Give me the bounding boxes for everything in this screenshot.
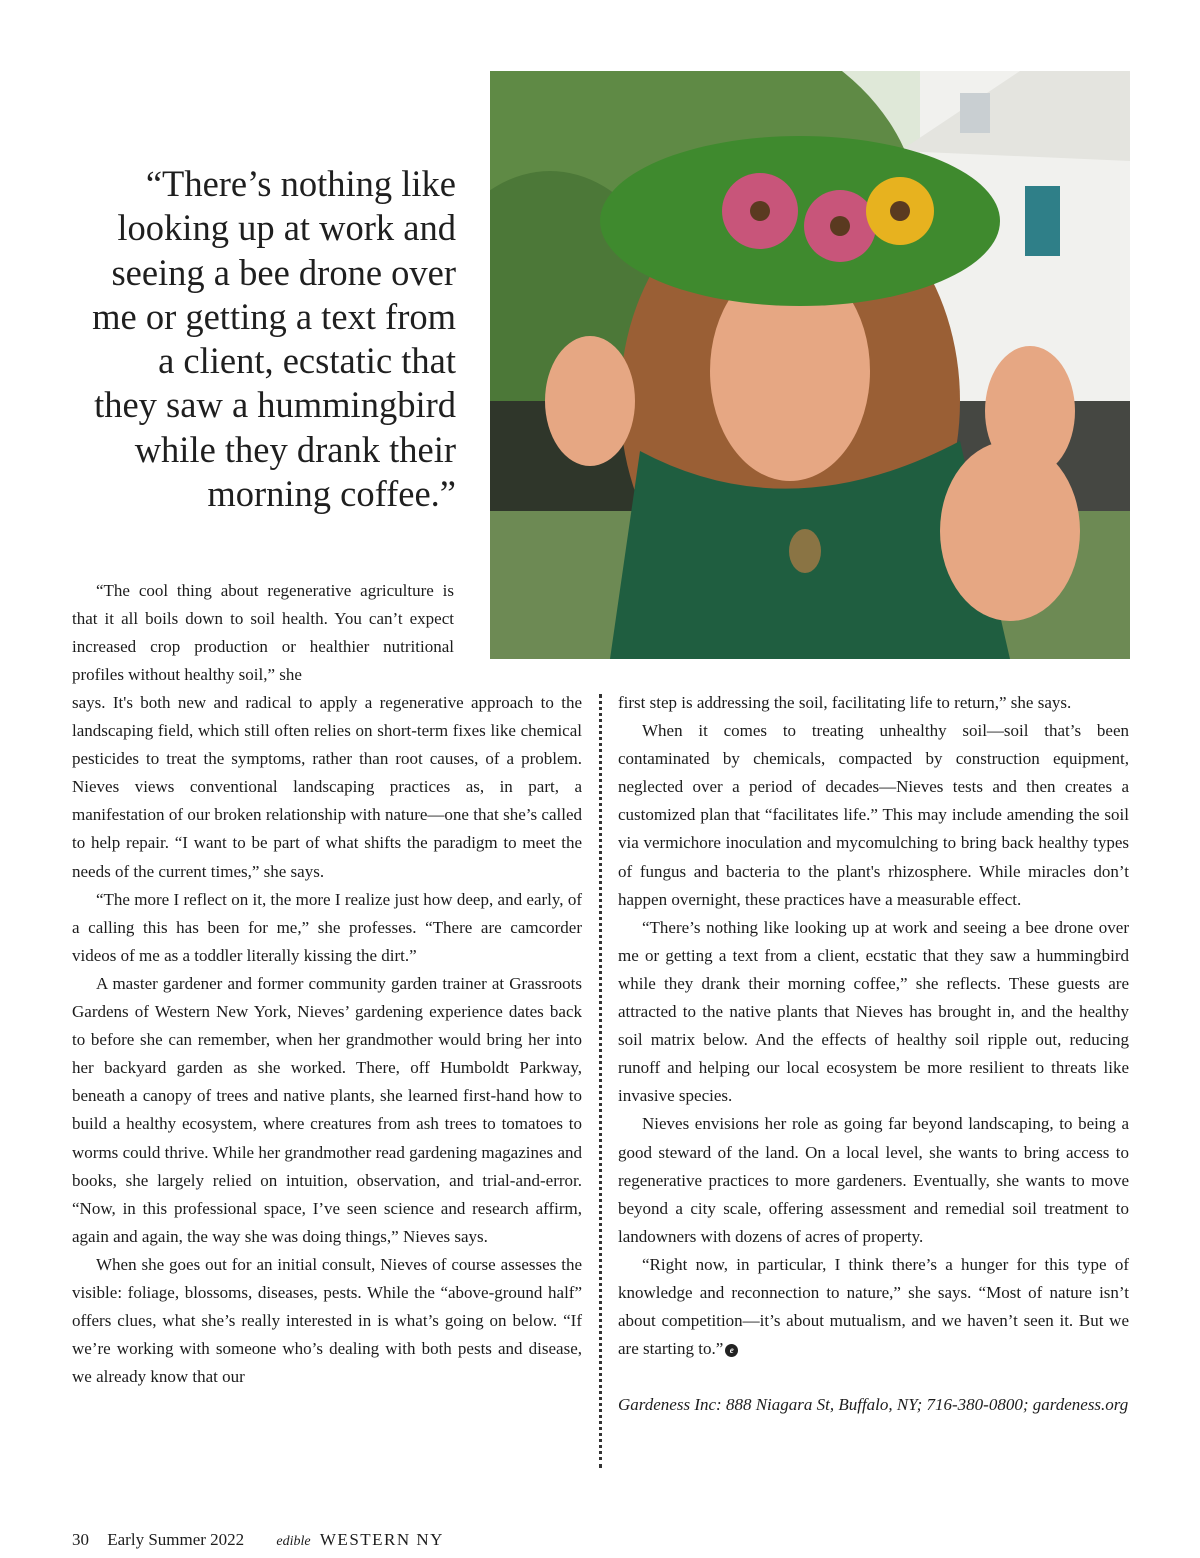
business-credit <box>618 1391 1129 1419</box>
brand-region: WESTERN NY <box>319 1530 444 1549</box>
page-footer <box>72 1530 444 1550</box>
photo-bee-pendant <box>789 529 821 573</box>
column-divider <box>599 694 602 1468</box>
right-column <box>618 689 1129 1419</box>
pull-quote-line: morning coffee.” <box>207 473 456 515</box>
intro-paragraph <box>72 577 454 689</box>
issue-label: Early Summer 2022 <box>107 1530 245 1549</box>
edible-logo-icon: e <box>725 1344 738 1357</box>
page-number: 30 <box>72 1530 89 1549</box>
body-paragraph-text: “Right now, in particular, I think there’s a hunger for this type of knowledge and reconnection to nature,” she says. “Most of nature isn’t about competition—it’s about mutualism, and we haven’t seen it. But we are starting to.” <box>618 1254 1129 1359</box>
body-paragraph: “There’s nothing like looking up at work and seeing a bee drone over me or getting a text from a client, ecstatic that they saw a hummingbird while they drank their morning coffee,” she reflects. These guests are attracted to the native plants that Nieves has brought in, and the healthy soil matrix below. And the effects of healthy soil ripple out, reducing runoff and helping our local ecosystem be more resilient to threats like invasive species. <box>618 917 1129 1106</box>
body-paragraph: When it comes to treating unhealthy soil—soil that’s been contaminated by chemicals, compacted by construction equipment, neglected over a period of decades—Nieves tests and then creates a customized plan that “facilitates life.” This may include amending the soil via vermichore inoculation and mycomulching to bring back healthy types of fungus and bacteria to the plant's rhizosphere. While miracles don’t happen overnight, these practices have a measurable effect. <box>618 721 1129 909</box>
body-paragraph: says. It's both new and radical to apply a regenerative approach to the landscaping field, which still often relies on short-term fixes like chemical pesticides to treat the symptoms, rather than root causes, of a problem. Nieves views conventional landscaping practices as, in part, a manifestation of our broken relationship with nature—one that she’s called to help repair. “I want to be part of what shifts the paradigm to meet the needs of the current times,” she says. <box>72 693 582 881</box>
portrait-photo <box>490 71 1130 659</box>
photo-house-window <box>1025 186 1060 256</box>
pull-quote-line: seeing a bee drone over <box>111 251 456 293</box>
intro-text: “The cool thing about regenerative agriculture is that it all boils down to soil health. You can’t expect increased crop production or healthier nutritional profiles without healthy soil,” she <box>72 581 454 685</box>
pull-quote-line: while they drank their <box>134 428 456 470</box>
body-paragraph: “The more I reflect on it, the more I realize just how deep, and early, of a calling this has been for me,” she professes. “There are camcorder videos of me as a toddler literally kissing the dirt.” <box>72 889 582 965</box>
credit-text: Gardeness Inc: 888 Niagara St, Buffalo, NY; 716-380-0800; gardeness.org <box>618 1395 1129 1415</box>
photo-hand-left <box>545 336 635 466</box>
brand-edible: edible <box>276 1534 311 1549</box>
photo-flower-center <box>890 201 910 221</box>
photo-flower-center <box>750 201 770 221</box>
photo-flower-center <box>830 216 850 236</box>
left-column <box>72 689 582 1391</box>
portrait-illustration <box>490 71 1130 659</box>
pull-quote-line: me or getting a text from <box>92 295 456 337</box>
photo-house-window <box>960 93 990 133</box>
body-paragraph: A master gardener and former community garden trainer at Grassroots Gardens of Western New York, Nieves’ gardening experience dates back to before she can remember, when her grandmother would bring her into her backyard garden as she worked. There, off Humboldt Parkway, beneath a canopy of trees and native plants, she learned first-hand how to build a healthy ecosystem, where creatures from ash trees to tomatoes to worms could thrive. While her grandmother read gardening magazines and books, she largely relied on intuition, observation, and trial-and-error. “Now, in this professional space, I’ve seen science and research affirm, again and again, the way she was doing things,” Nieves says. <box>72 973 582 1246</box>
pull-quote-line: they saw a hummingbird <box>94 384 456 426</box>
body-paragraph: When she goes out for an initial consult, Nieves of course assesses the visible: foliage, blossoms, diseases, pests. While the “above-ground half” offers clues, what she’s really interested in is what’s going on below. “If we’re working with someone who’s dealing with both pests and disease, we already know that our <box>72 1254 582 1387</box>
pull-quote-line: a client, ecstatic that <box>158 340 456 382</box>
pull-quote <box>70 162 456 516</box>
body-paragraph: first step is addressing the soil, facilitating life to return,” she says. <box>618 693 1072 712</box>
photo-leaf-crown <box>600 136 1000 306</box>
pull-quote-line: looking up at work and <box>117 207 456 249</box>
body-paragraph-last <box>618 1251 1129 1363</box>
pull-quote-line: “There’s nothing like <box>145 163 456 204</box>
photo-hand-right <box>985 346 1075 476</box>
body-paragraph: Nieves envisions her role as going far beyond landscaping, to being a good steward of the land. On a local level, she wants to bring access to regenerative practices to more gardeners. Eventually, she wants to move beyond a city scale, offering assessment and remedial soil treatment to landowners with dozens of acres of property. <box>618 1114 1129 1246</box>
